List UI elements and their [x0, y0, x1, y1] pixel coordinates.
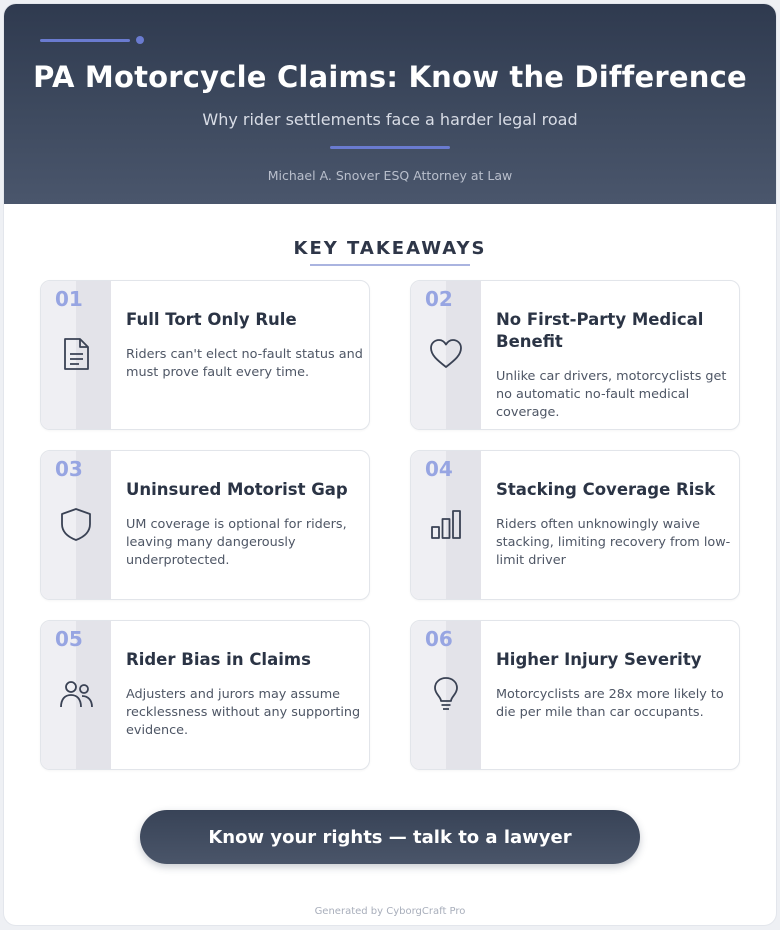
infographic-page — [4, 4, 776, 925]
card-number: 02 — [425, 287, 453, 311]
header-accent-dot — [136, 36, 144, 44]
header-accent-line — [40, 39, 130, 42]
card-title: Uninsured Motorist Gap — [126, 480, 348, 499]
header-divider — [330, 146, 450, 149]
page-title: PA Motorcycle Claims: Know the Difference — [33, 60, 747, 94]
shield-icon — [57, 505, 95, 543]
card-title: Full Tort Only Rule — [126, 310, 297, 329]
takeaway-card — [40, 280, 370, 430]
card-number: 04 — [425, 457, 453, 481]
users-icon — [57, 675, 95, 713]
takeaway-card — [40, 450, 370, 600]
card-number: 03 — [55, 457, 83, 481]
takeaway-card — [410, 450, 740, 600]
card-number: 06 — [425, 627, 453, 651]
page-subtitle: Why rider settlements face a harder legal road — [202, 110, 578, 129]
card-title: No First-Party Medical Benefit — [496, 310, 704, 351]
takeaway-card — [410, 620, 740, 770]
takeaway-card — [410, 280, 740, 430]
card-title: Stacking Coverage Risk — [496, 480, 716, 499]
section-underline — [310, 264, 470, 266]
section-title: KEY TAKEAWAYS — [293, 238, 487, 259]
takeaway-card — [40, 620, 370, 770]
card-number: 05 — [55, 627, 83, 651]
document-icon — [57, 335, 95, 373]
card-description: Motorcyclists are 28x more likely to die per mile than car occupants. — [496, 687, 724, 720]
header-banner — [4, 4, 776, 204]
footer-credit: Generated by CyborgCraft Pro — [314, 906, 466, 917]
card-description: UM coverage is optional for riders, leaving many dangerously underprotected. — [126, 517, 347, 568]
card-description: Riders can't elect no-fault status and must prove fault every time. — [126, 347, 363, 380]
card-description: Riders often unknowingly waive stacking, limiting recovery from low-limit driver — [496, 517, 731, 568]
heart-icon — [427, 335, 465, 373]
contact-lawyer-button[interactable]: Know your rights — talk to a lawyer — [140, 810, 640, 864]
card-number: 01 — [55, 287, 83, 311]
bar-chart-icon — [427, 505, 465, 543]
lightbulb-icon — [427, 675, 465, 713]
card-description: Unlike car drivers, motorcyclists get no automatic no-fault medical coverage. — [496, 369, 727, 420]
card-title: Higher Injury Severity — [496, 650, 702, 669]
author-credit: Michael A. Snover ESQ Attorney at Law — [267, 168, 513, 183]
card-title: Rider Bias in Claims — [126, 650, 311, 669]
card-description: Adjusters and jurors may assume recklessness without any supporting evidence. — [126, 687, 361, 738]
